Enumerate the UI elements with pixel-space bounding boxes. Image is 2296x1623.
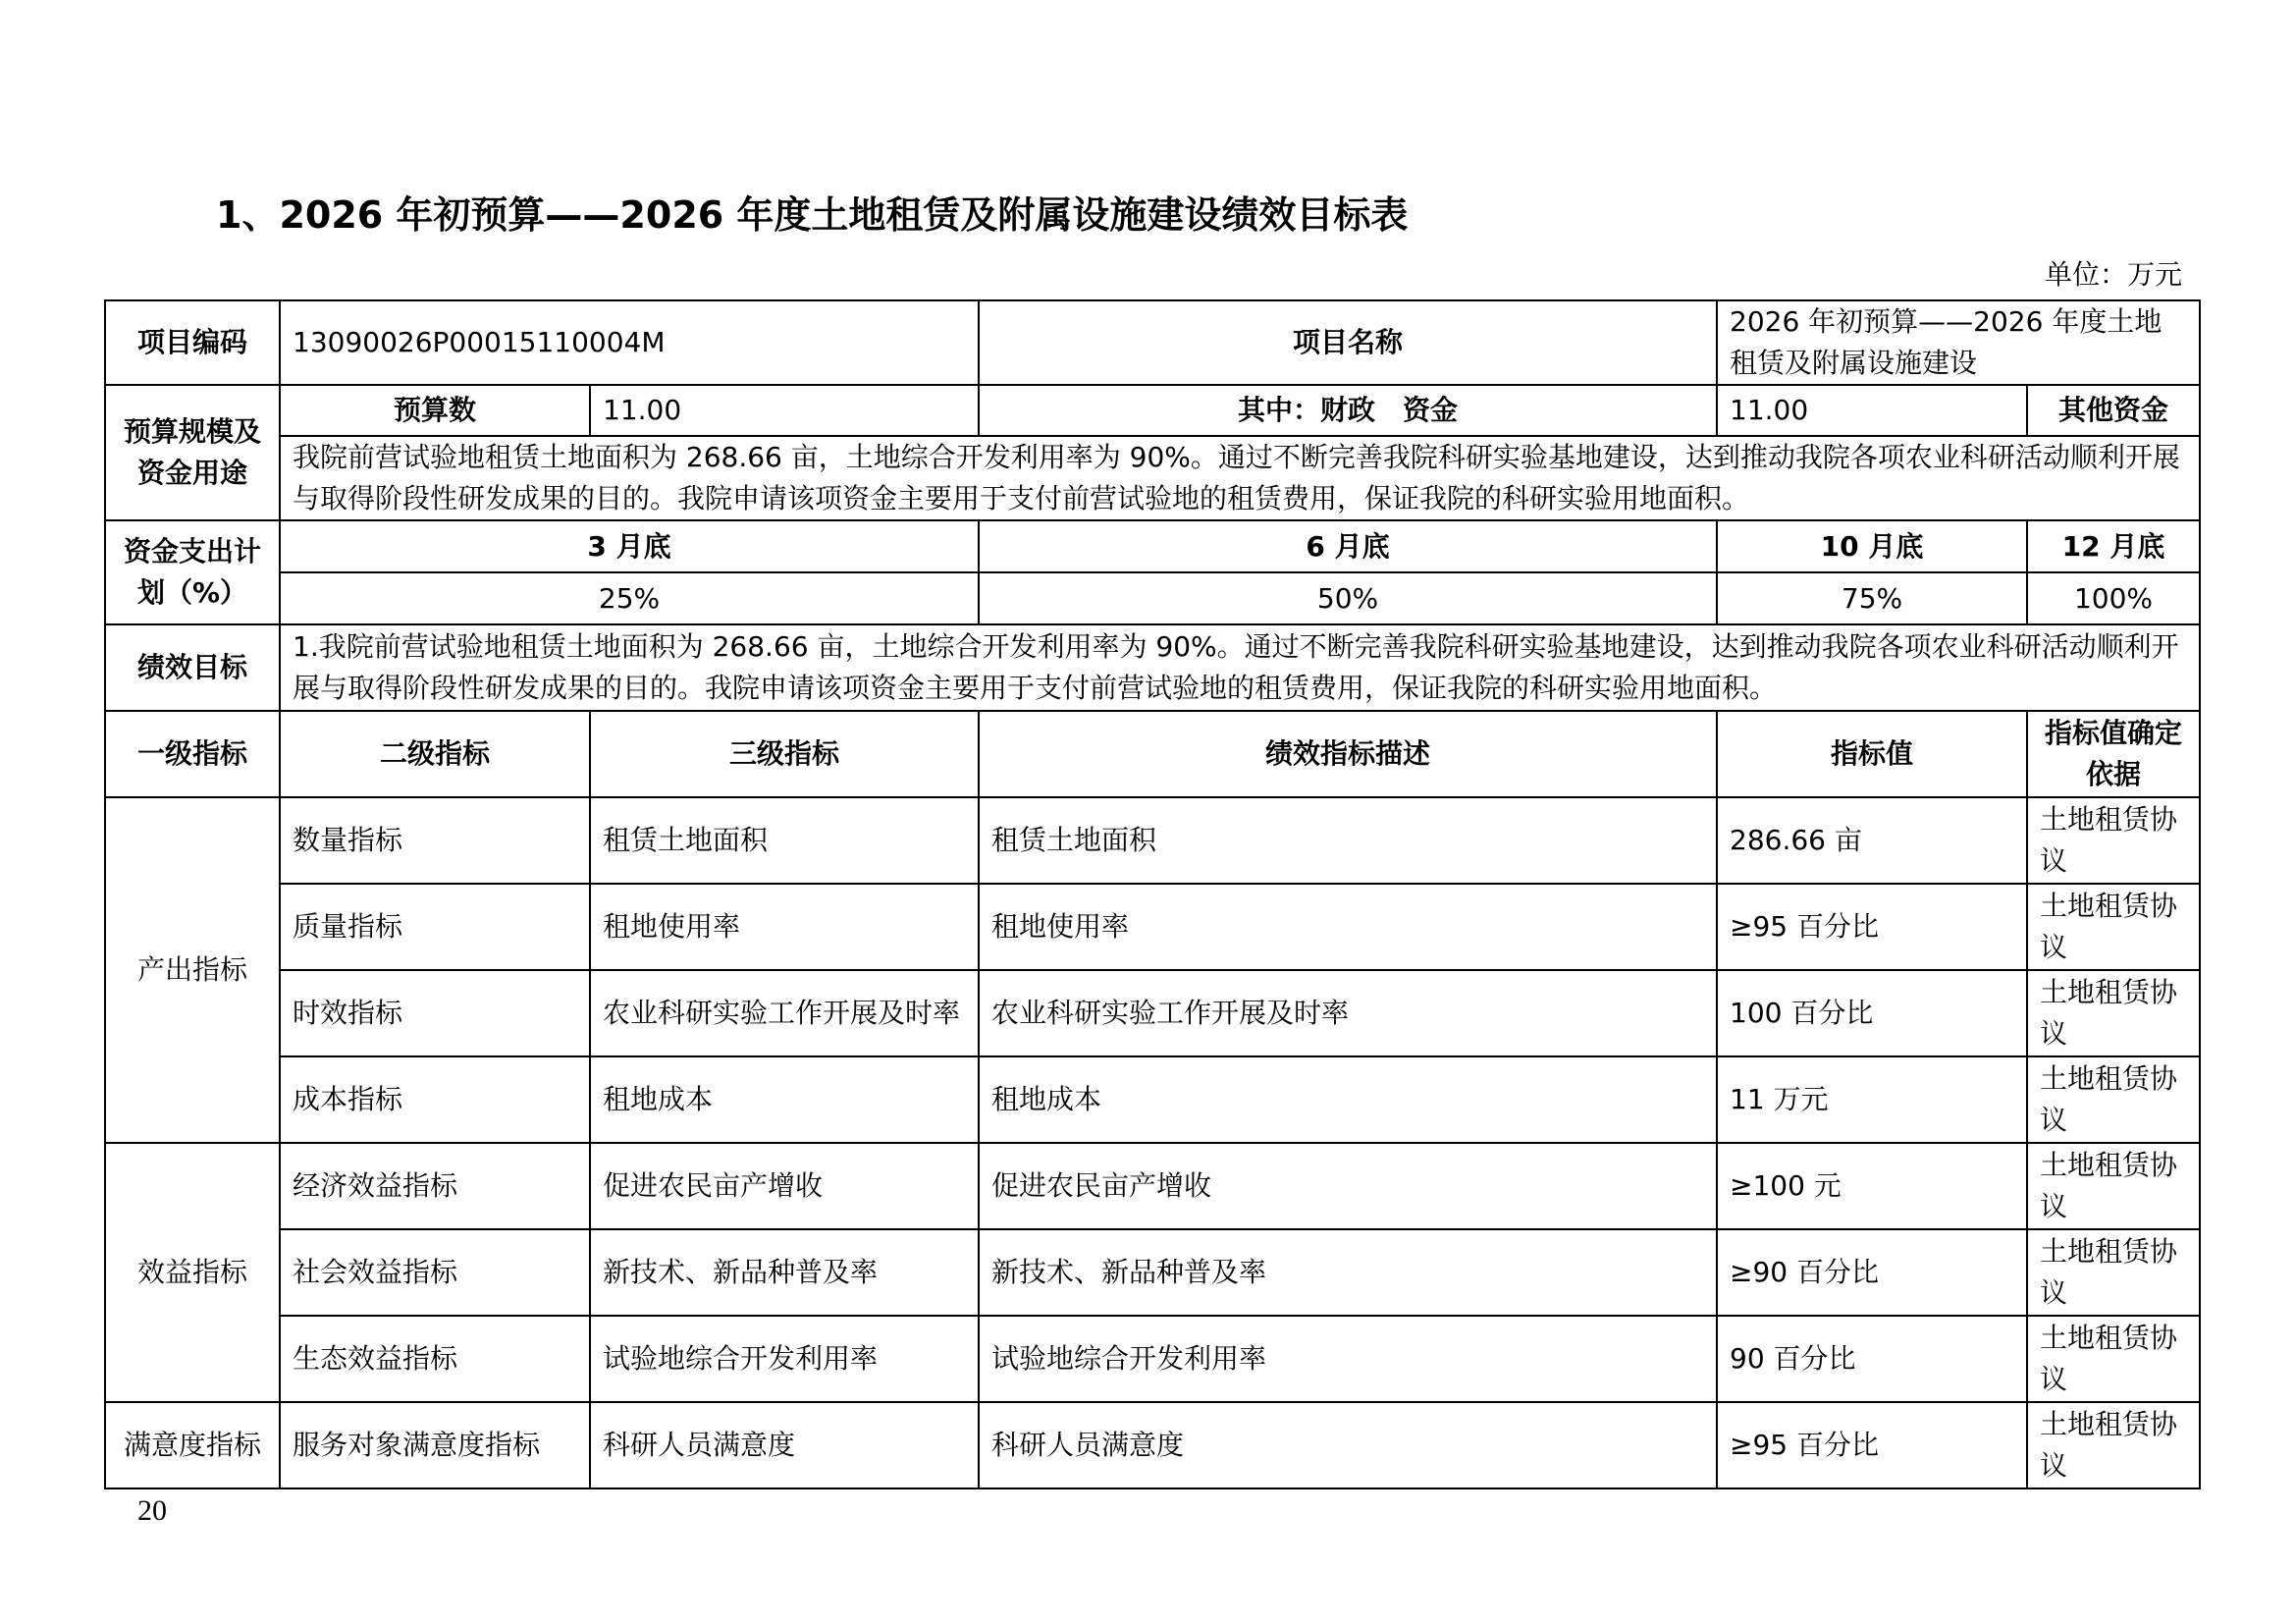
- indicator-basis: 土地租赁协议: [2027, 1056, 2200, 1143]
- project-name-label: 项目名称: [979, 300, 1717, 385]
- project-info-row: [105, 300, 2200, 385]
- indicator-value: 11 万元: [1717, 1056, 2027, 1143]
- table-row: [105, 1402, 2200, 1488]
- budget-amount-row: [105, 385, 2200, 436]
- column-header: 三级指标: [590, 711, 979, 797]
- level2-indicator: 生态效益指标: [280, 1316, 590, 1402]
- project-code-value: 13090026P00015110004M: [280, 300, 979, 385]
- table-row: [105, 1056, 2200, 1143]
- column-header: 指标值确定依据: [2027, 711, 2200, 797]
- page-number: 20: [137, 1494, 167, 1527]
- level3-indicator: 试验地综合开发利用率: [590, 1316, 979, 1402]
- indicator-description: 促进农民亩产增收: [979, 1143, 1717, 1229]
- level3-indicator: 租地成本: [590, 1056, 979, 1143]
- other-fund-label: 其他资金: [2027, 385, 2200, 436]
- column-header: 二级指标: [280, 711, 590, 797]
- indicator-basis: 土地租赁协议: [2027, 1229, 2200, 1316]
- goal-row: [105, 624, 2200, 711]
- finance-fund-label: 其中：财政 资金: [979, 385, 1717, 436]
- plan-value: 100%: [2027, 572, 2200, 624]
- column-header: 绩效指标描述: [979, 711, 1717, 797]
- indicator-value: ≥95 百分比: [1717, 1402, 2027, 1488]
- table-row: [105, 970, 2200, 1056]
- table-row: [105, 797, 2200, 884]
- level2-indicator: 经济效益指标: [280, 1143, 590, 1229]
- indicator-description: 农业科研实验工作开展及时率: [979, 970, 1717, 1056]
- indicator-value: 286.66 亩: [1717, 797, 2027, 884]
- plan-period-row: [105, 520, 2200, 572]
- indicator-header-row: [105, 711, 2200, 797]
- level3-indicator: 租地使用率: [590, 884, 979, 970]
- indicator-description: 租赁土地面积: [979, 797, 1717, 884]
- unit-label: 单位：万元: [2044, 258, 2182, 291]
- level1-indicator: 效益指标: [105, 1143, 280, 1402]
- plan-period: 3 月底: [280, 520, 979, 572]
- indicator-basis: 土地租赁协议: [2027, 1316, 2200, 1402]
- level3-indicator: 科研人员满意度: [590, 1402, 979, 1488]
- plan-period: 12 月底: [2027, 520, 2200, 572]
- plan-period: 6 月底: [979, 520, 1717, 572]
- table-row: [105, 1316, 2200, 1402]
- indicator-value: ≥90 百分比: [1717, 1229, 2027, 1316]
- level3-indicator: 促进农民亩产增收: [590, 1143, 979, 1229]
- page-title: 1、2026 年初预算——2026 年度土地租赁及附属设施建设绩效目标表: [216, 193, 1409, 237]
- project-code-label: 项目编码: [105, 300, 280, 385]
- indicator-value: ≥95 百分比: [1717, 884, 2027, 970]
- plan-value: 50%: [979, 572, 1717, 624]
- indicator-description: 新技术、新品种普及率: [979, 1229, 1717, 1316]
- table-row: [105, 884, 2200, 970]
- budget-amount-value: 11.00: [590, 385, 979, 436]
- level3-indicator: 租赁土地面积: [590, 797, 979, 884]
- level2-indicator: 数量指标: [280, 797, 590, 884]
- performance-target-table: [104, 299, 2201, 1489]
- budget-amount-label: 预算数: [280, 385, 590, 436]
- plan-value: 25%: [280, 572, 979, 624]
- indicator-description: 租地成本: [979, 1056, 1717, 1143]
- indicator-basis: 土地租赁协议: [2027, 1143, 2200, 1229]
- level3-indicator: 农业科研实验工作开展及时率: [590, 970, 979, 1056]
- level3-indicator: 新技术、新品种普及率: [590, 1229, 979, 1316]
- indicator-basis: 土地租赁协议: [2027, 797, 2200, 884]
- indicator-value: ≥100 元: [1717, 1143, 2027, 1229]
- plan-label: 资金支出计划（%）: [105, 520, 280, 624]
- indicator-description: 科研人员满意度: [979, 1402, 1717, 1488]
- indicator-value: 100 百分比: [1717, 970, 2027, 1056]
- indicator-basis: 土地租赁协议: [2027, 970, 2200, 1056]
- plan-value-row: [105, 572, 2200, 624]
- budget-purpose-text: 我院前营试验地租赁土地面积为 268.66 亩，土地综合开发利用率为 90%。通过不断完善我院科研实验基地建设，达到推动我院各项农业科研活动顺利开展与取得阶段性研发成果的目的。我院申请该项资金主要用于支付前营试验地的租赁费用，保证我院的科研实验用地面积。: [280, 436, 2200, 520]
- level2-indicator: 时效指标: [280, 970, 590, 1056]
- level1-indicator: 产出指标: [105, 797, 280, 1143]
- level2-indicator: 成本指标: [280, 1056, 590, 1143]
- level2-indicator: 服务对象满意度指标: [280, 1402, 590, 1488]
- level2-indicator: 社会效益指标: [280, 1229, 590, 1316]
- plan-period: 10 月底: [1717, 520, 2027, 572]
- goal-text: 1.我院前营试验地租赁土地面积为 268.66 亩，土地综合开发利用率为 90%。通过不断完善我院科研实验基地建设，达到推动我院各项农业科研活动顺利开展与取得阶段性研发成果的目的。我院申请该项资金主要用于支付前营试验地的租赁费用，保证我院的科研实验用地面积。: [280, 624, 2200, 711]
- indicator-description: 租地使用率: [979, 884, 1717, 970]
- indicator-description: 试验地综合开发利用率: [979, 1316, 1717, 1402]
- table-row: [105, 1143, 2200, 1229]
- budget-label: 预算规模及资金用途: [105, 385, 280, 520]
- column-header: 一级指标: [105, 711, 280, 797]
- budget-purpose-row: [105, 436, 2200, 520]
- level2-indicator: 质量指标: [280, 884, 590, 970]
- table-row: [105, 1229, 2200, 1316]
- goal-label: 绩效目标: [105, 624, 280, 711]
- indicator-basis: 土地租赁协议: [2027, 884, 2200, 970]
- indicator-value: 90 百分比: [1717, 1316, 2027, 1402]
- indicator-basis: 土地租赁协议: [2027, 1402, 2200, 1488]
- finance-fund-value: 11.00: [1717, 385, 2027, 436]
- project-name-value: 2026 年初预算——2026 年度土地租赁及附属设施建设: [1717, 300, 2200, 385]
- column-header: 指标值: [1717, 711, 2027, 797]
- plan-value: 75%: [1717, 572, 2027, 624]
- level1-indicator: 满意度指标: [105, 1402, 280, 1488]
